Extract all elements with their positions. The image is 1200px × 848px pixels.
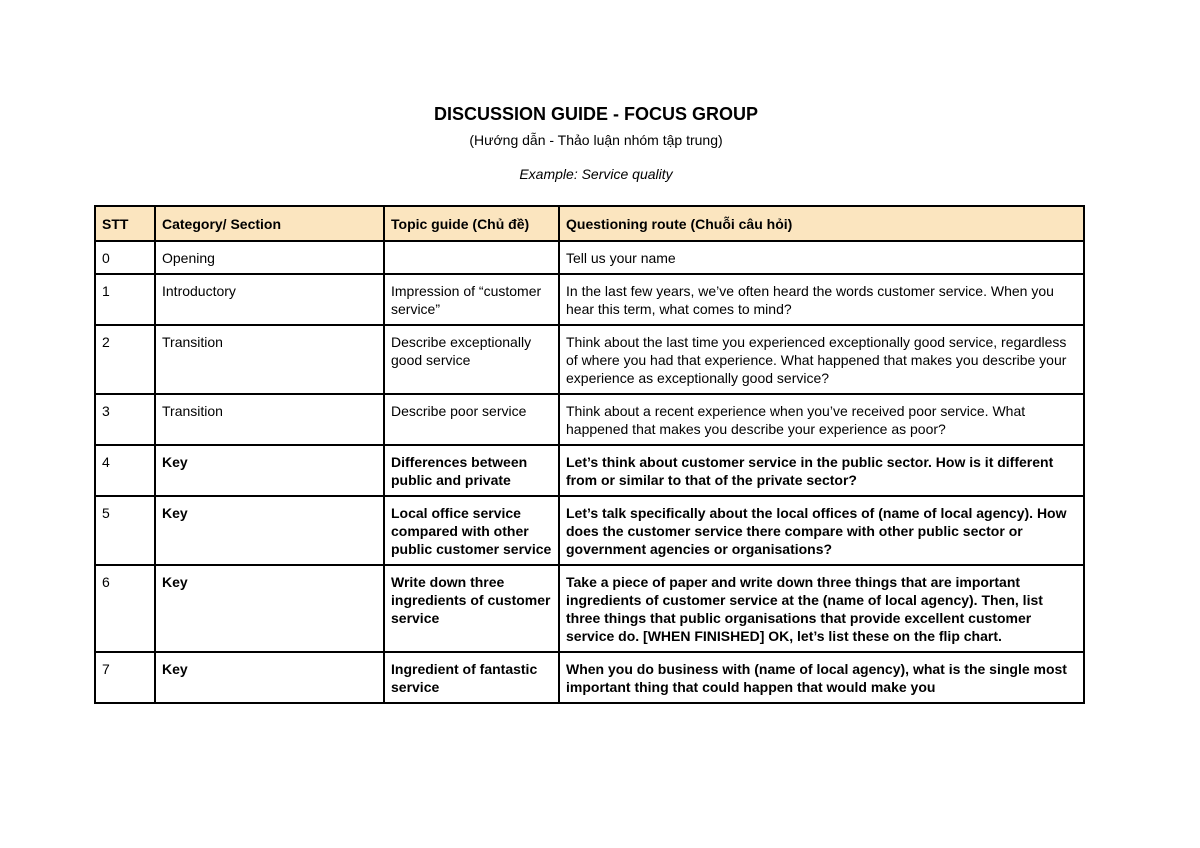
table-row xyxy=(95,652,1084,703)
cell-topic: Impression of “customer service” xyxy=(384,274,559,325)
cell-category: Opening xyxy=(155,241,384,274)
page-subtitle: (Hướng dẫn - Thảo luận nhóm tập trung) xyxy=(469,132,723,148)
cell-topic: Differences between public and private xyxy=(384,445,559,496)
cell-topic: Describe exceptionally good service xyxy=(384,325,559,394)
cell-route: Think about the last time you experienced exceptionally good service, regardless of where you had that experience. What happened that makes you describe your experience as exceptionally good service? xyxy=(559,325,1084,394)
table-row xyxy=(95,445,1084,496)
cell-category: Key xyxy=(155,565,384,652)
header-topic: Topic guide (Chủ đề) xyxy=(384,206,559,241)
cell-stt: 7 xyxy=(95,652,155,703)
table-row xyxy=(95,241,1084,274)
cell-topic: Describe poor service xyxy=(384,394,559,445)
header-stt: STT xyxy=(95,206,155,241)
cell-category: Key xyxy=(155,496,384,565)
cell-category: Transition xyxy=(155,325,384,394)
cell-stt: 5 xyxy=(95,496,155,565)
table-row xyxy=(95,565,1084,652)
cell-stt: 3 xyxy=(95,394,155,445)
example-caption: Example: Service quality xyxy=(519,166,673,182)
cell-topic: Local office service compared with other public customer service xyxy=(384,496,559,565)
page-title: DISCUSSION GUIDE - FOCUS GROUP xyxy=(433,104,759,124)
cell-topic: Ingredient of fantastic service xyxy=(384,652,559,703)
cell-category: Introductory xyxy=(155,274,384,325)
cell-stt: 0 xyxy=(95,241,155,274)
table-row xyxy=(95,394,1084,445)
cell-route: In the last few years, we’ve often heard the words customer service. When you hear this term, what comes to mind? xyxy=(559,274,1084,325)
table-row xyxy=(95,496,1084,565)
cell-route: Let’s talk specifically about the local offices of (name of local agency). How does the customer service there compare with other public sector or government agencies or organisations? xyxy=(559,496,1084,565)
cell-stt: 4 xyxy=(95,445,155,496)
cell-route: When you do business with (name of local agency), what is the single most important thing that could happen that would make you xyxy=(559,652,1084,703)
cell-route: Let’s think about customer service in the public sector. How is it different from or similar to that of the private sector? xyxy=(559,445,1084,496)
cell-stt: 6 xyxy=(95,565,155,652)
cell-category: Transition xyxy=(155,394,384,445)
header-route: Questioning route (Chuỗi câu hỏi) xyxy=(559,206,1084,241)
header-category: Category/ Section xyxy=(155,206,384,241)
cell-route: Think about a recent experience when you’ve received poor service. What happened that makes you describe your experience as poor? xyxy=(559,394,1084,445)
cell-topic: Write down three ingredients of customer service xyxy=(384,565,559,652)
cell-stt: 2 xyxy=(95,325,155,394)
cell-category: Key xyxy=(155,445,384,496)
table-header-row xyxy=(95,206,1084,241)
cell-category: Key xyxy=(155,652,384,703)
cell-route: Tell us your name xyxy=(559,241,1084,274)
table-row xyxy=(95,274,1084,325)
table-row xyxy=(95,325,1084,394)
cell-route: Take a piece of paper and write down three things that are important ingredients of customer service at the (name of local agency). Then, list three things that public organisations that provide excellent customer service do. [WHEN FINISHED] OK, let’s list these on the flip chart. xyxy=(559,565,1084,652)
cell-topic xyxy=(384,241,559,274)
discussion-guide-table xyxy=(94,205,1085,704)
cell-stt: 1 xyxy=(95,274,155,325)
